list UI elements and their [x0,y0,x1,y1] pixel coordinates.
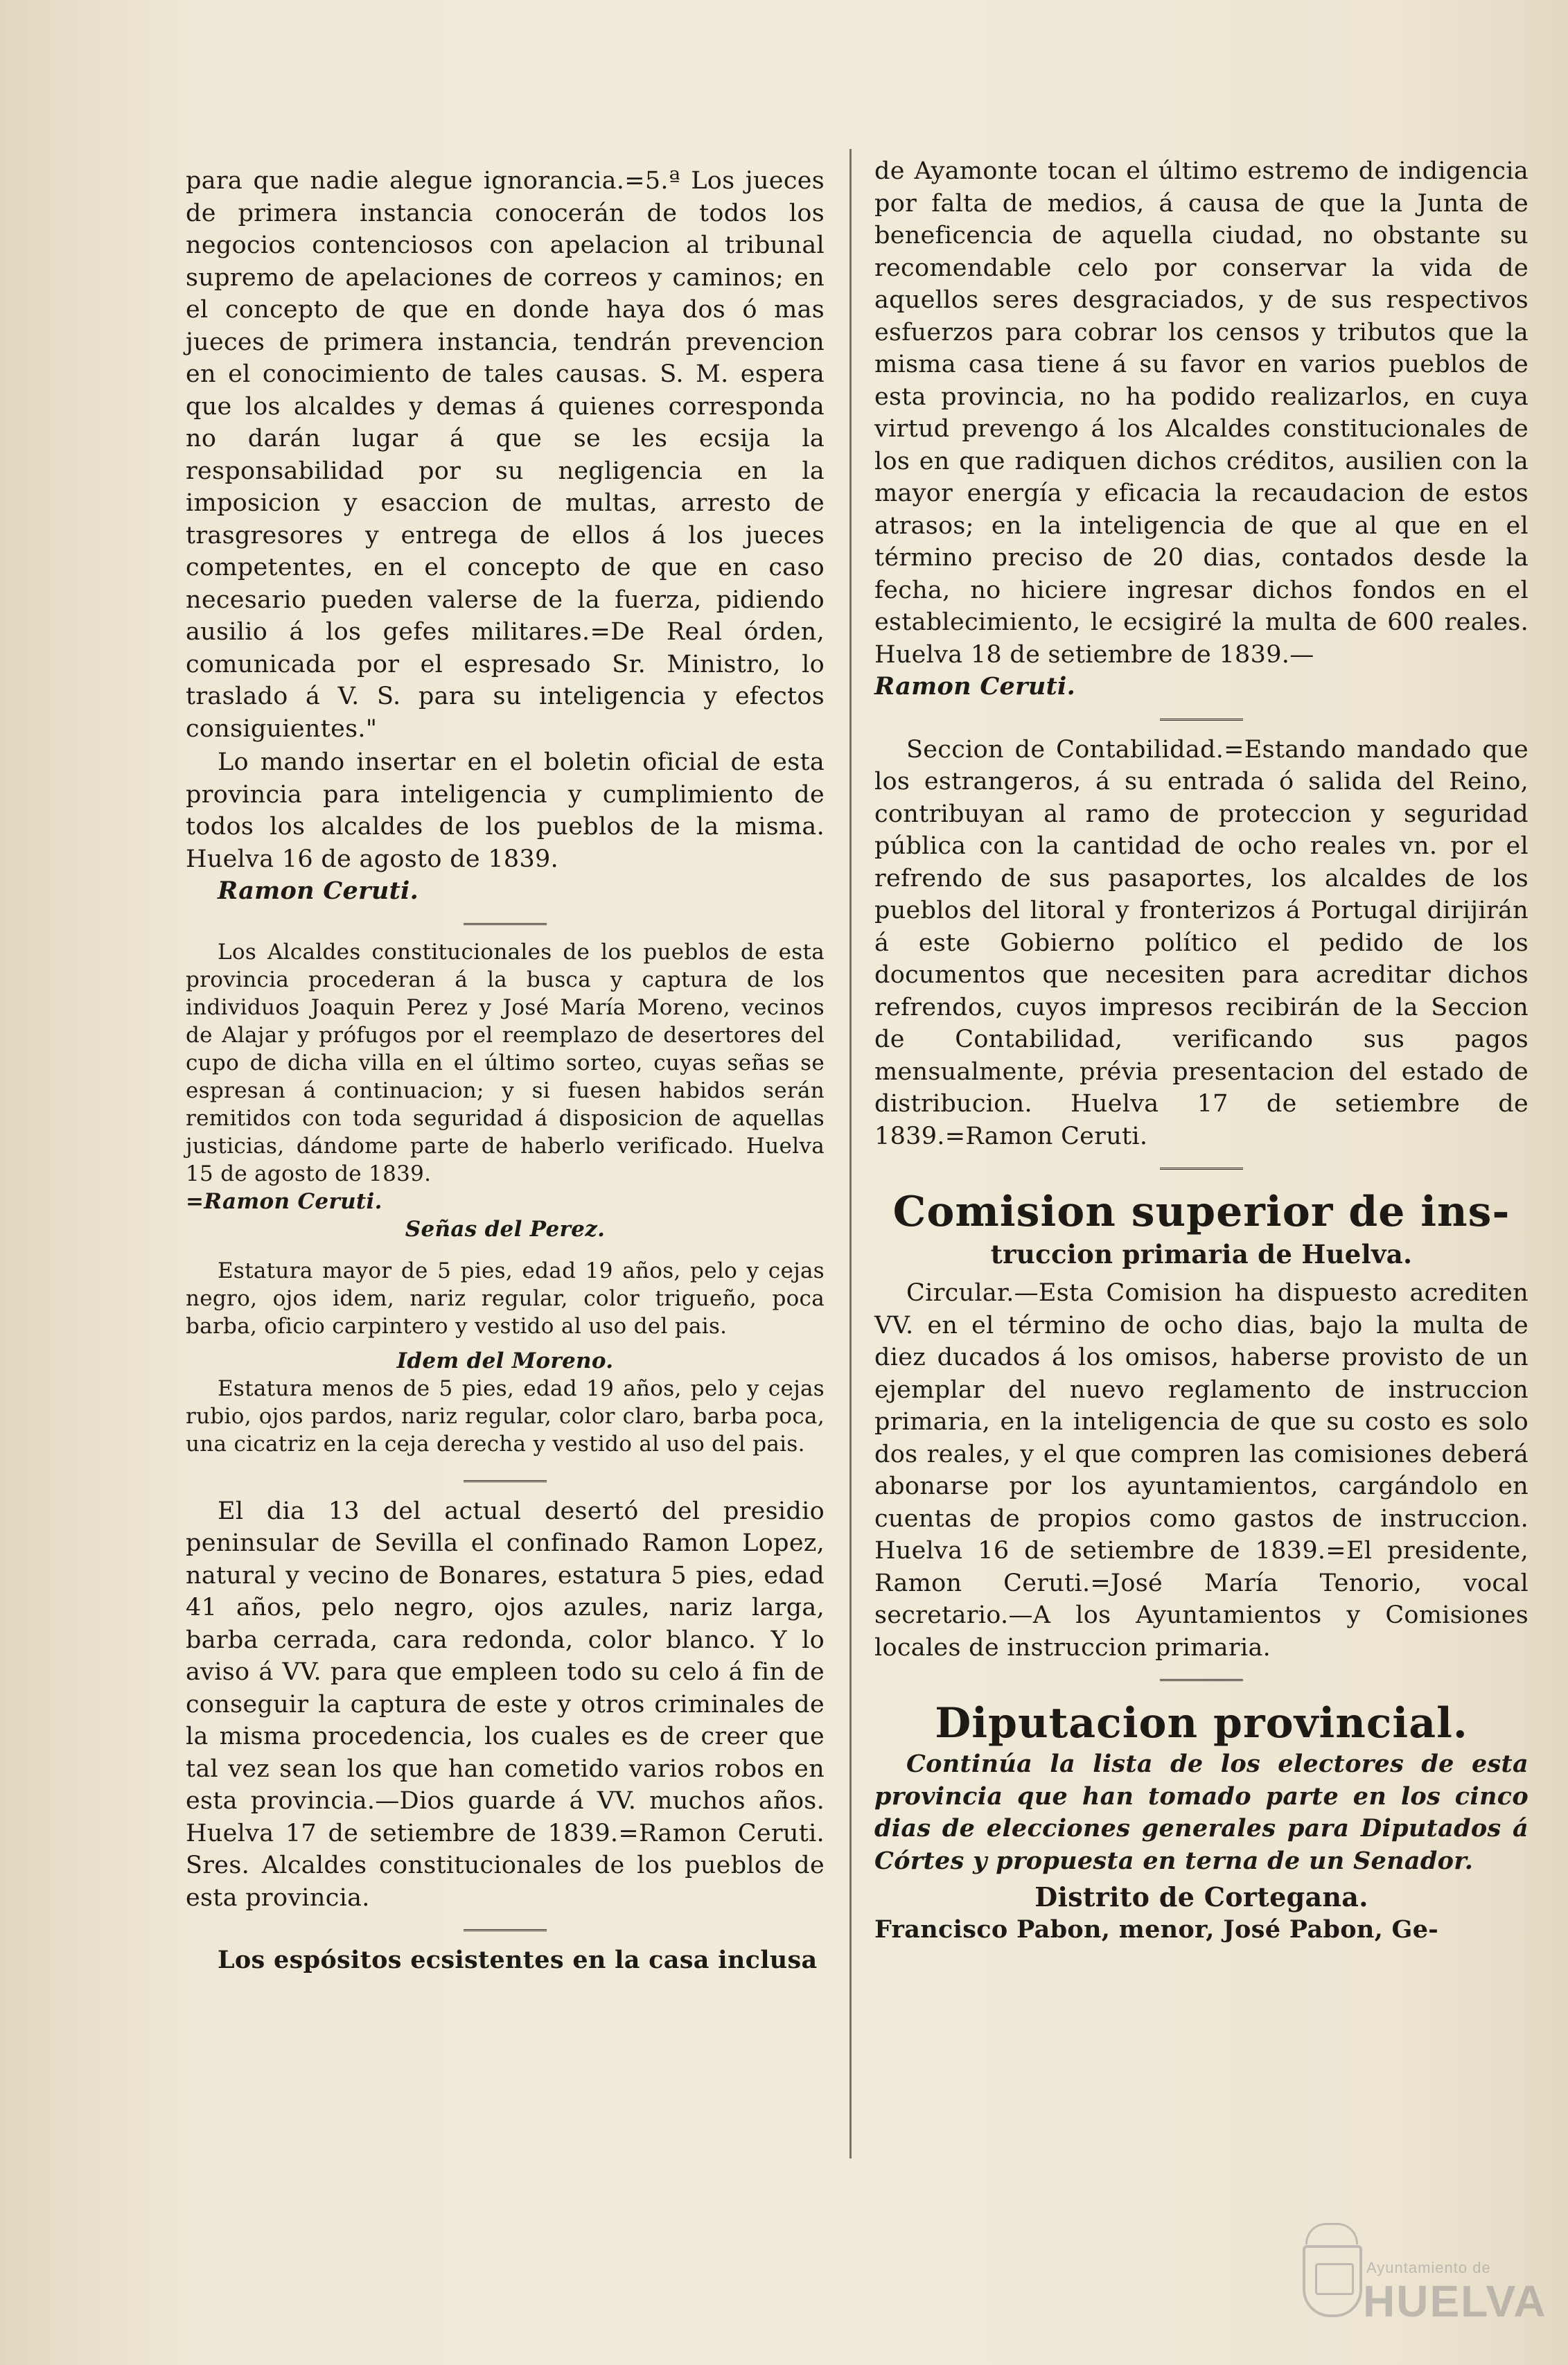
paragraph-text: Lo mando insertar en el boletin oficial de esta provincia para inteligencia y cumplimiento de todos los alcaldes de los pueblos de la misma. Huelva 16 de agosto de 1839. [186,748,825,873]
ayuntamiento-watermark [1290,2217,1547,2349]
left-column [186,165,825,1978]
paragraph-text: Los Alcaldes constitucionales de los pueblos de esta provincia procederan á la busca y captura de los individuos Joaquin Perez y José María Moreno, vecinos de Alajar y prófugos por el reemplazo de desertores del cupo de dicha villa en el último sorteo, cuyas señas se espresan á continuacion; y si fuesen habidos serán remitidos con toda seguridad á disposicion de aquellas justicias, dándome parte de haberlo verificado. Huelva 15 de agosto de 1839. [186,939,825,1186]
signature: Ramon Ceruti. [874,672,1076,701]
section-heading-comision: Comision superior de ins- [892,1188,1510,1236]
district-heading: Distrito de Cortegana. [1034,1881,1368,1913]
paragraph-names: Francisco Pabon, menor, José Pabon, Ge- [874,1915,1439,1944]
watermark-big-label: HUELVA [1363,2276,1547,2326]
paragraph-contabilidad: Seccion de Contabilidad.=Estando mandado que los estrangeros, á su entrada ó salida del Reino, contribuyan al ramo de proteccion y seguridad pública con la cantidad de ocho reales vn. por el refrendo de sus pasaportes, los alcaldes de los pueblos del litoral y fronterizos á Portugal dirijirán á este Gobierno político el pedido de los documentos que necesiten para acreditar dichos refrendos, cuyos impresos recibirán de la Seccion de Contabilidad, verificando sus pagos mensualmente, prévia presentacion del estado de distribucion. Huelva 17 de setiembre de 1839.=Ramon Ceruti. [874,735,1529,1150]
section-separator [874,705,1529,734]
section-subheading-comision: truccion primaria de Huelva. [990,1239,1413,1269]
subheading-senas-perez: Señas del Perez. [405,1216,606,1242]
section-separator [874,1665,1529,1694]
paragraph-electores: Continúa la lista de los electores de esta provincia que han tomado parte en los cinco dias de elecciones generales para Diputados á Córtes y propuesta en terna de un Senador. [874,1750,1529,1875]
signature: =Ramon Ceruti. [186,1188,382,1214]
paragraph-expositos: Los espósitos ecsistentes en la casa inclusa [218,1946,818,1974]
section-heading-diputacion: Diputacion provincial. [935,1699,1468,1748]
section-separator [874,1154,1529,1183]
column-rule [849,149,852,2159]
paragraph-boletin-order [186,746,825,908]
paragraph-deserter-lopez: El dia 13 del actual desertó del presidio peninsular de Sevilla el confinado Ramon Lopez, natural y vecino de Bonares, estatura 5 pies, edad 41 años, pelo negro, ojos azules, nariz larga, barba cerrada, cara redonda, color blanco. Y lo aviso á VV. para que empleen todo su celo á fin de conseguir la captura de este y otros criminales de la misma procedencia, los cuales es de creer que tal vez sean los que han cometido varios robos en esta provincia.—Dios guarde á VV. muchos años. Huelva 17 de setiembre de 1839.=Ramon Ceruti. Sres. Alcaldes constitucionales de los pueblos de esta provincia. [186,1497,825,1912]
paragraph-text: de Ayamonte tocan el último estremo de indigencia por falta de medios, á causa de que la Junta de beneficencia de aquella ciudad, no obstante su recomendable celo por conservar la vida de aquellos seres desgraciados, y de sus respectivos esfuerzos para cobrar los censos y tributos que la misma casa tiene á su favor en varios pueblos de esta provincia, no ha podido realizarlos, en cuya virtud prevengo á los Alcaldes constitucionales de los en que radiquen dichos créditos, ausilien con la mayor energía y eficacia la recaudacion de estos atrasos; en la inteligencia de que al que en el término preciso de 20 dias, contados desde la fecha, no hiciere ingresar dichos fondos en el establecimiento, le ecsigiré la multa de 600 reales. Huelva 18 de setiembre de 1839.— [874,157,1529,669]
section-separator [186,1915,825,1944]
description-moreno: Estatura menos de 5 pies, edad 19 años, pelo y cejas rubio, ojos pardos, nariz regular, color claro, barba poca, una cicatriz en la ceja derecha y vestido al uso del pais. [186,1375,825,1457]
signature: Ramon Ceruti. [218,877,419,905]
desertores-notice [186,938,825,1458]
crown-icon [1305,2223,1358,2244]
description-perez: Estatura mayor de 5 pies, edad 19 años, pelo y cejas negro, ojos idem, nariz regular, color trigueño, poca barba, oficio carpintero y vestido al uso del pais. [186,1258,825,1339]
paragraph-circular: Circular.—Esta Comision ha dispuesto acrediten VV. en el término de ocho dias, bajo la multa de diez ducados á los omisos, haberse provisto de un ejemplar del nuevo reglamento de instruccion primaria, en la inteligencia de que su costo es solo dos reales, y el que compren las comisiones deberá abonarse por los ayuntamientos, cargándolo en cuentas de propios como gastos de instruccion. Huelva 16 de setiembre de 1839.=El presidente, Ramon Ceruti.=José María Tenorio, vocal secretario.—A los Ayuntamientos y Comisiones locales de instruccion primaria. [874,1279,1529,1662]
watermark-small-label: Ayuntamiento de [1366,2259,1491,2276]
paragraph-real-orden: para que nadie alegue ignorancia.=5.ª Los jueces de primera instancia conocerán de todos los negocios contenciosos con apelacion al tribunal supremo de apelaciones de correos y caminos; en el concepto de que en donde haya dos ó mas jueces de primera instancia, tendrán prevencion en el conocimiento de tales causas. S. M. espera que los alcaldes y demas á quienes corresponda no darán lugar á que se les ecsija la responsabilidad por su negligencia en la imposicion y esaccion de multas, arresto de trasgresores y entrega de ellos á los jueces competentes, en el concepto de que en caso necesario pueden valerse de la fuerza, pidiendo ausilio á los gefes militares.=De Real órden, comunicada por el espresado Sr. Ministro, lo traslado á V. S. para su inteligencia y efectos consiguientes." [186,167,825,743]
section-separator [186,909,825,938]
section-separator [186,1466,825,1495]
subheading-senas-moreno: Idem del Moreno. [396,1348,614,1373]
paragraph-ayamonte [874,155,1529,703]
shield-icon [1303,2245,1362,2317]
right-column [874,155,1529,1947]
